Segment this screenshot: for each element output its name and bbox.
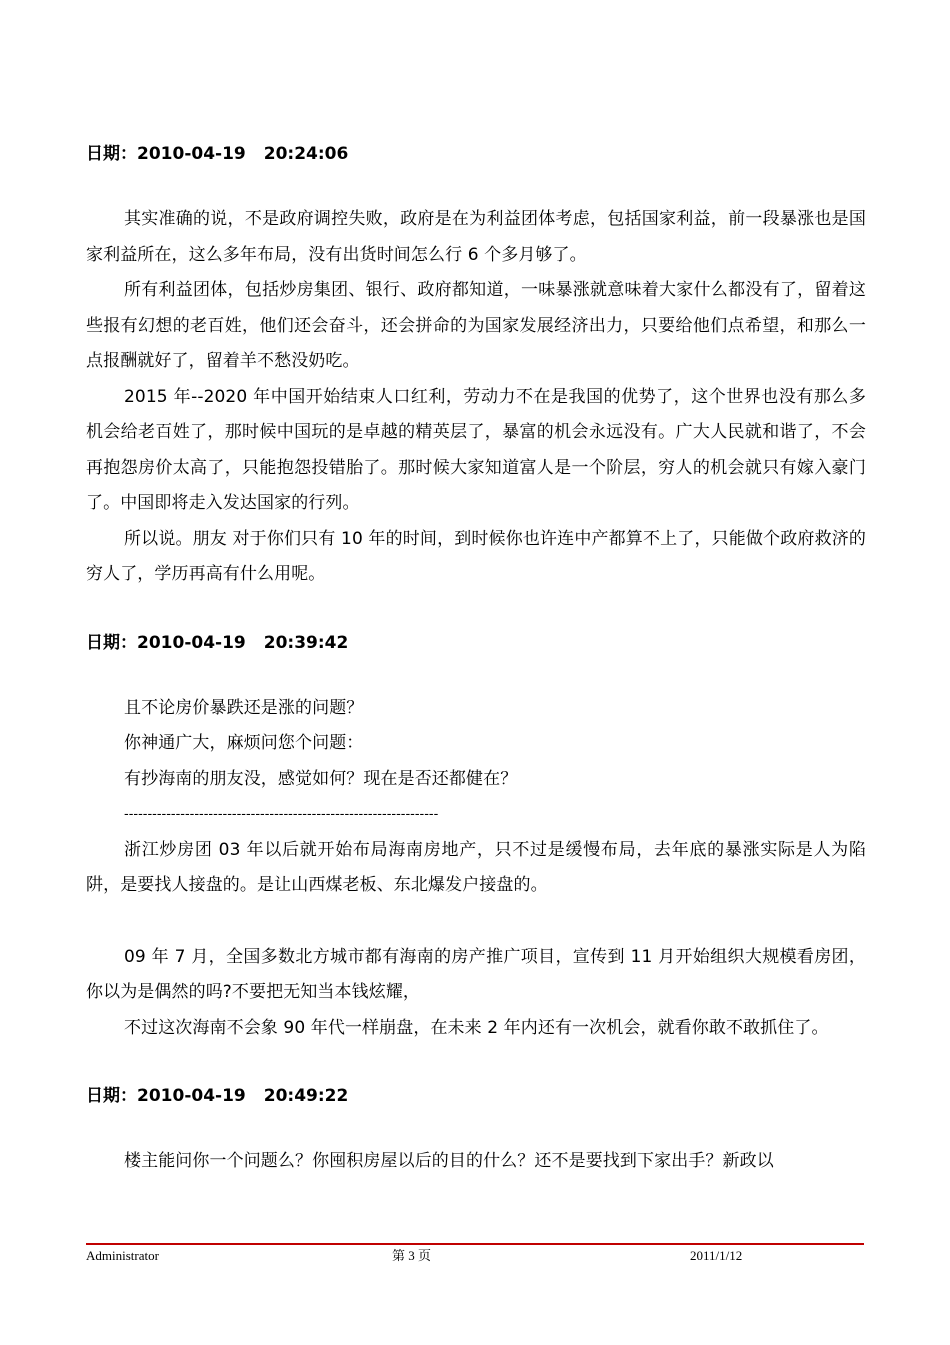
paragraph: 其实准确的说，不是政府调控失败，政府是在为利益团体考虑，包括国家利益，前一段暴涨也是国家利益所在，这么多年布局，没有出货时间怎么行 6 个多月够了。: [86, 209, 866, 265]
post-time: 20:24:06: [263, 144, 349, 164]
post-date-label: 日期：2010-04-19: [86, 144, 246, 164]
post-date-heading: [86, 140, 866, 168]
paragraph: 09 年 7 月，全国多数北方城市都有海南的房产推广项目，宣传到 11 月开始组织大规模看房团，你以为是偶然的吗?不要把无知当本钱炫耀，: [86, 946, 866, 1002]
document-body: [86, 140, 866, 1180]
spacer: [86, 1110, 866, 1144]
paragraph: 所有利益团体，包括炒房集团、银行、政府都知道，一味暴涨就意味着大家什么都没有了，留着这些报有幻想的老百姓，他们还会奋斗，还会拼命的为国家发展经济出力，只要给他们点希望，和那么一点报酬就好了，留着羊不愁没奶吃。: [86, 280, 866, 371]
paragraph: 楼主能问你一个问题么？你囤积房屋以后的目的什么？还不是要找到下家出手？新政以: [124, 1151, 774, 1171]
post-time: 20:39:42: [263, 632, 349, 653]
paragraph: 所以说。朋友 对于你们只有 10 年的时间，到时候你也许连中产都算不上了，只能做个政府救济的穷人了，学历再高有什么用呢。: [86, 528, 866, 584]
paragraph-line: 有抄海南的朋友没，感觉如何？现在是否还都健在？: [124, 768, 518, 789]
spacer: [86, 1046, 866, 1082]
paragraph-line: 你神通广大，麻烦问您个问题：: [124, 733, 364, 753]
spacer: [86, 168, 866, 202]
post-date-label: 日期：2010-04-19: [86, 632, 246, 653]
paragraph: 2015 年--2020 年中国开始结束人口红利，劳动力不在是我国的优势了，这个世界也没有那么多机会给老百姓了，那时候中国玩的是卓越的精英层了，暴富的机会永远没有。广大人民就和谐了，不会再抱怨房价太高了，只能抱怨投错胎了。那时候大家知道富人是一个阶层，穷人的机会就只有嫁入豪门了。中国即将走入发达国家的行列。: [86, 386, 866, 513]
post-date-heading: [86, 629, 866, 657]
post-date-heading: [86, 1082, 866, 1110]
paragraph: 不过这次海南不会象 90 年代一样崩盘，在未来 2 年内还有一次机会，就看你敢不敢抓住了。: [124, 1017, 829, 1038]
post-date-label: 日期：2010-04-19: [86, 1086, 246, 1106]
post-time: 20:49:22: [263, 1086, 349, 1106]
footer-author: Administrator: [86, 1248, 159, 1263]
footer-rule: [86, 1243, 864, 1245]
footer-date: 2011/1/12: [690, 1248, 743, 1263]
paragraph: 浙江炒房团 03 年以后就开始布局海南房地产，只不过是缓慢布局，去年底的暴涨实际是人为陷阱，是要找人接盘的。是让山西煤老板、东北爆发户接盘的。: [86, 839, 866, 895]
spacer: [86, 657, 866, 691]
footer-page-number: 第 3 页: [392, 1248, 432, 1263]
spacer: [86, 593, 866, 629]
spacer: [86, 904, 866, 940]
dashed-divider: -------------------------------------------------------------------: [124, 807, 439, 822]
paragraph-line: 且不论房价暴跌还是涨的问题？: [124, 697, 364, 718]
